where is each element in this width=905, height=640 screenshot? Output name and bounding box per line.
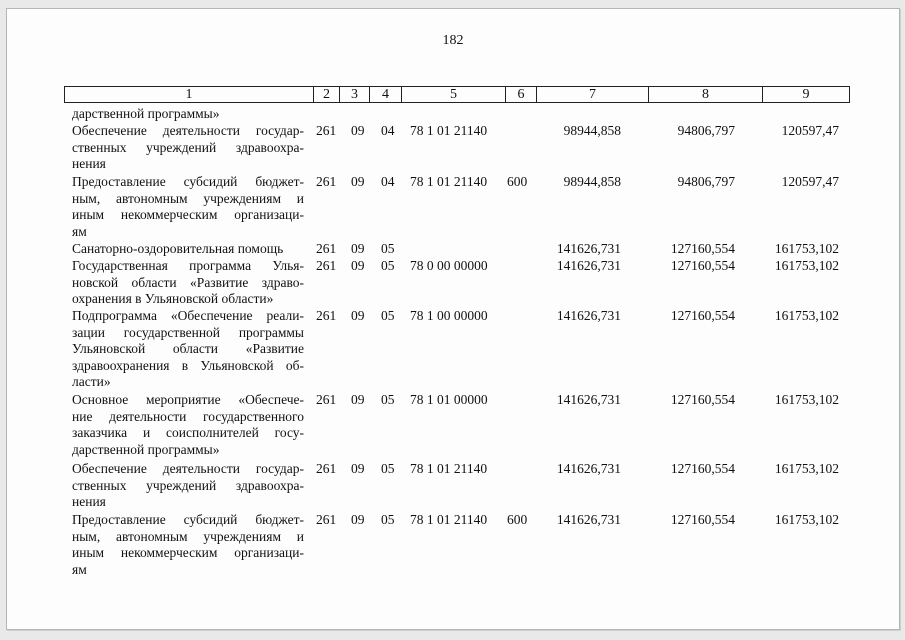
cell-c7: 141626,731 bbox=[556, 241, 621, 256]
cell-c2: 261 bbox=[316, 308, 337, 323]
row-name-line: дарственной программы» bbox=[72, 441, 220, 457]
cell-c8: 94806,797 bbox=[677, 174, 735, 189]
cell-c2: 261 bbox=[316, 241, 337, 256]
cell-c9: 120597,47 bbox=[781, 123, 839, 138]
row-name-line: ние деятельности государственного bbox=[72, 408, 304, 424]
row-name-line: Основное мероприятие «Обеспече- bbox=[72, 392, 304, 407]
row-name-line: Подпрограмма «Обеспечение реали- bbox=[72, 308, 304, 323]
cell-c7: 141626,731 bbox=[556, 512, 621, 527]
row-name bbox=[72, 174, 304, 240]
cell-c7: 141626,731 bbox=[556, 461, 621, 476]
cell-c5: 78 1 01 21140 bbox=[410, 461, 488, 476]
column-header-3: 3 bbox=[340, 87, 370, 102]
cell-c8: 127160,554 bbox=[670, 461, 735, 476]
cell-c6: 600 bbox=[507, 174, 528, 189]
row-name-line: заказчика и соисполнителей госу- bbox=[72, 425, 304, 441]
cell-c8: 94806,797 bbox=[677, 123, 735, 138]
cell-c5: 78 1 01 21140 bbox=[410, 174, 488, 189]
column-header-9: 9 bbox=[802, 87, 810, 102]
cell-c3: 09 bbox=[351, 461, 365, 476]
cell-c4: 05 bbox=[381, 258, 395, 273]
row-name-line: охранения в Ульяновской области» bbox=[72, 291, 274, 307]
cell-c7: 141626,731 bbox=[556, 392, 621, 407]
row-name-line: здравоохранения в Ульяновской об- bbox=[72, 357, 304, 373]
column-header-8: 8 bbox=[649, 87, 763, 102]
row-name-line: Обеспечение деятельности государ- bbox=[72, 123, 304, 138]
cell-c4: 04 bbox=[381, 123, 395, 138]
cell-c2: 261 bbox=[316, 174, 337, 189]
row-name-line: Предоставление субсидий бюджет- bbox=[72, 512, 304, 527]
row-name-line: Государственная программа Улья- bbox=[72, 258, 304, 273]
cell-c5: 78 1 01 00000 bbox=[410, 392, 488, 407]
cell-c9: 161753,102 bbox=[774, 392, 839, 407]
cell-c2: 261 bbox=[316, 392, 337, 407]
cell-c7: 141626,731 bbox=[556, 258, 621, 273]
cell-c8: 127160,554 bbox=[670, 241, 735, 256]
cell-c9: 161753,102 bbox=[774, 241, 839, 256]
row-name bbox=[72, 123, 304, 173]
cell-c8: 127160,554 bbox=[670, 258, 735, 273]
row-name-line: новской области «Развитие здраво- bbox=[72, 274, 304, 290]
cell-c2: 261 bbox=[316, 123, 337, 138]
column-header-5: 5 bbox=[402, 87, 506, 102]
column-header-2: 2 bbox=[314, 87, 340, 102]
column-header-1: 1 bbox=[65, 87, 314, 102]
column-header-7: 7 bbox=[537, 87, 649, 102]
row-name bbox=[72, 106, 304, 123]
row-name-line: дарственной программы» bbox=[72, 106, 220, 121]
row-name-line: ям bbox=[72, 561, 87, 577]
cell-c7: 141626,731 bbox=[556, 308, 621, 323]
cell-c4: 04 bbox=[381, 174, 395, 189]
cell-c3: 09 bbox=[351, 123, 365, 138]
row-name-line: ственных учреждений здравоохра- bbox=[72, 477, 304, 493]
cell-c5: 78 1 01 21140 bbox=[410, 123, 488, 138]
column-number-header bbox=[64, 86, 850, 103]
row-name-line: зации государственной программы bbox=[72, 324, 304, 340]
cell-c5: 78 1 00 00000 bbox=[410, 308, 488, 323]
cell-c3: 09 bbox=[351, 512, 365, 527]
row-name-line: Предоставление субсидий бюджет- bbox=[72, 174, 304, 189]
cell-c3: 09 bbox=[351, 258, 365, 273]
column-header-4: 4 bbox=[370, 87, 402, 102]
cell-c4: 05 bbox=[381, 461, 395, 476]
row-name-line: иным некоммерческим организаци- bbox=[72, 207, 304, 223]
cell-c8: 127160,554 bbox=[670, 308, 735, 323]
row-name-line: нения bbox=[72, 156, 106, 172]
cell-c5: 78 0 00 00000 bbox=[410, 258, 488, 273]
page-number: 182 bbox=[442, 33, 464, 48]
row-name bbox=[72, 392, 304, 458]
cell-c9: 161753,102 bbox=[774, 461, 839, 476]
cell-c7: 98944,858 bbox=[563, 123, 621, 138]
row-name-line: иным некоммерческим организаци- bbox=[72, 545, 304, 561]
row-name bbox=[72, 512, 304, 578]
row-name bbox=[72, 308, 304, 391]
row-name bbox=[72, 241, 304, 258]
cell-c3: 09 bbox=[351, 241, 365, 256]
row-name-line: Обеспечение деятельности государ- bbox=[72, 461, 304, 476]
cell-c4: 05 bbox=[381, 308, 395, 323]
cell-c8: 127160,554 bbox=[670, 392, 735, 407]
cell-c6: 600 bbox=[507, 512, 528, 527]
cell-c4: 05 bbox=[381, 241, 395, 256]
document-page bbox=[6, 8, 900, 630]
row-name-line: ственных учреждений здравоохра- bbox=[72, 139, 304, 155]
cell-c9: 120597,47 bbox=[781, 174, 839, 189]
cell-c2: 261 bbox=[316, 258, 337, 273]
row-name-line: Санаторно-оздоровительная помощь bbox=[72, 241, 284, 256]
row-name-line: ласти» bbox=[72, 374, 111, 390]
row-name-line: Ульяновской области «Развитие bbox=[72, 341, 304, 357]
row-name-line: ям bbox=[72, 223, 87, 239]
cell-c3: 09 bbox=[351, 308, 365, 323]
cell-c4: 05 bbox=[381, 512, 395, 527]
cell-c8: 127160,554 bbox=[670, 512, 735, 527]
row-name-line: ным, автономным учреждениям и bbox=[72, 528, 304, 544]
cell-c9: 161753,102 bbox=[774, 512, 839, 527]
row-name bbox=[72, 258, 304, 308]
cell-c3: 09 bbox=[351, 174, 365, 189]
row-name-line: нения bbox=[72, 494, 106, 510]
cell-c4: 05 bbox=[381, 392, 395, 407]
cell-c7: 98944,858 bbox=[563, 174, 621, 189]
column-header-6: 6 bbox=[506, 87, 537, 102]
cell-c2: 261 bbox=[316, 461, 337, 476]
cell-c2: 261 bbox=[316, 512, 337, 527]
row-name-line: ным, автономным учреждениям и bbox=[72, 190, 304, 206]
cell-c3: 09 bbox=[351, 392, 365, 407]
cell-c9: 161753,102 bbox=[774, 308, 839, 323]
cell-c5: 78 1 01 21140 bbox=[410, 512, 488, 527]
row-name bbox=[72, 461, 304, 511]
cell-c9: 161753,102 bbox=[774, 258, 839, 273]
